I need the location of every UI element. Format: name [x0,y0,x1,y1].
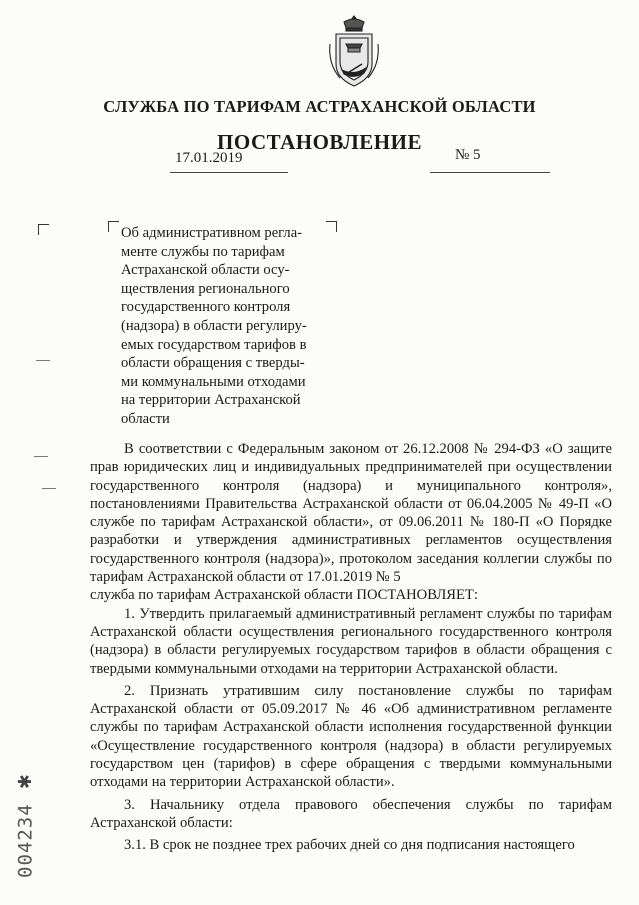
title-line: на территории Астраханской [121,392,301,409]
document-number: № 5 [455,147,481,163]
decree-line: служба по тарифам Астраханской области ПОСТАНОВЛЯЕТ: [90,587,478,604]
margin-mark [34,456,48,457]
title-line: Об административном регла- [121,225,303,241]
title-line: области [121,410,170,427]
organization-name: СЛУЖБА ПО ТАРИФАМ АСТРАХАНСКОЙ ОБЛАСТИ [103,97,536,116]
item-3-1: 3.1. В срок не позднее трех рабочих дней со дня подписания настоящего [124,837,575,854]
corner-mark [108,221,119,232]
title-line: государственного контроля [121,299,291,316]
document-title [121,224,339,429]
preamble-paragraph: В соответствии с Федеральным законом от 26.12.2008 № 294-ФЗ «О защите прав юридических лиц и индивидуальных предпринимателей при осуществлении государственного контроля (надзора) и муниципального контроля», постановлениями Правительства Астраханской области от 06.04.2005 № 49-П «О службе по тарифам Астраханской области», от 09.06.2011 № 180-П «О Порядке разработки и утверждения административных регламентов осуществления государственного контроля (надзора)», протоколом заседания коллегии службы по тарифам Астраханской области от 17.01.2019 № 5 [90,441,612,586]
number-underline [430,172,550,173]
margin-mark [36,360,50,361]
coat-of-arms-icon [326,14,382,92]
title-line: Астраханской области осу- [121,262,290,279]
margin-mark [42,488,56,489]
date-underline [170,172,288,173]
corner-mark [38,224,49,235]
title-line: ми коммунальными отходами [121,373,306,390]
stamp-symbol: ✱ [15,774,36,790]
item-2: 2. Признать утратившим силу постановление службы по тарифам Астраханской области от 05.09.2017 № 46 «Об административном регламенте службы по тарифам Астраханской области исполнения государственной функции «Осуществление государственного контроля (надзора) в области регулируемых государством цен (тарифов) в сфере обращения с твердыми коммунальными отходами на территории Астраханской области». [90,682,612,791]
title-line: менте службы по тарифам [121,243,285,260]
serial-stamp [6,770,46,880]
document-body [90,440,612,855]
document-date: 17.01.2019 [175,150,243,166]
stamp-serial: 004234 [14,803,37,878]
item-1: 1. Утвердить прилагаемый административный регламент службы по тарифам Астраханской области осуществления регионального государственного контроля (надзора) в области регулируемых государством тарифов в области обращения с твердыми коммунальными отходами на территории Астраханской области. [90,605,612,677]
title-line: емых государством тарифов в [121,336,307,353]
title-line: ществления регионального [121,280,290,297]
title-line: области обращения с тверды- [121,355,305,372]
document-type: ПОСТАНОВЛЕНИЕ [217,130,422,154]
title-line: (надзора) в области регулиру- [121,317,307,334]
item-3: 3. Начальнику отдела правового обеспечения службы по тарифам Астраханской области: [90,796,612,831]
